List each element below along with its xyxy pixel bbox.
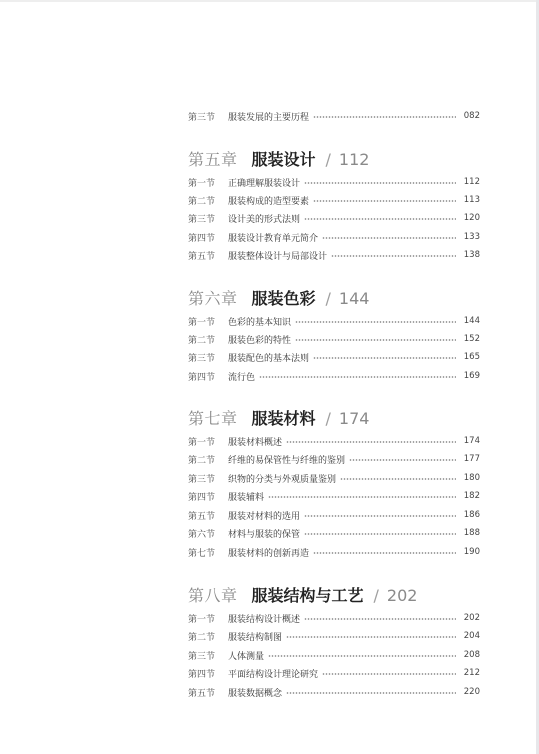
- dot-leader: [286, 636, 456, 638]
- dot-leader: [268, 655, 456, 657]
- section-number: 第二节: [188, 632, 216, 643]
- chapter-heading[interactable]: [188, 286, 369, 308]
- page-number: 152: [463, 334, 480, 344]
- section-title: 服装色彩的特性: [228, 335, 292, 346]
- toc-entry[interactable]: [188, 508, 480, 522]
- toc-entry[interactable]: [188, 248, 480, 262]
- section-title: 服装设计教育单元简介: [228, 233, 319, 244]
- section-title: 服装对材料的选用: [228, 511, 301, 522]
- toc-entry[interactable]: [188, 666, 480, 680]
- section-title: 设计美的形式法则: [228, 214, 301, 225]
- section-title: 正确理解服装设计: [228, 178, 301, 189]
- page-number: 174: [463, 436, 480, 446]
- section-number: 第二节: [188, 196, 216, 207]
- section-title: 服装整体设计与局部设计: [228, 251, 328, 262]
- page-number: 112: [463, 177, 480, 187]
- section-number: 第三节: [188, 353, 216, 364]
- page-number: 082: [463, 111, 480, 121]
- chapter-page: 174: [338, 409, 370, 428]
- section-title: 服装数据概念: [228, 688, 283, 699]
- toc-entry[interactable]: [188, 526, 480, 540]
- toc-entry[interactable]: [188, 434, 480, 448]
- dot-leader: [295, 321, 456, 323]
- section-number: 第五节: [188, 511, 216, 522]
- chapter-separator: /: [325, 289, 331, 308]
- section-number: 第四节: [188, 372, 216, 383]
- page-number: 113: [463, 195, 480, 205]
- chapter-separator: /: [325, 150, 331, 169]
- chapter-page: 144: [338, 289, 370, 308]
- chapter-number: 第八章: [188, 586, 238, 605]
- page-number: 133: [463, 232, 480, 242]
- chapter-separator: /: [325, 409, 331, 428]
- page-number: 186: [463, 510, 480, 520]
- toc-entry[interactable]: [188, 648, 480, 662]
- dot-leader: [304, 182, 456, 184]
- page-number: 169: [463, 371, 480, 381]
- page-number: 138: [463, 250, 480, 260]
- page-number: 202: [463, 613, 480, 623]
- chapter-heading[interactable]: [188, 147, 369, 169]
- section-title: 人体测量: [228, 651, 265, 662]
- toc-entry[interactable]: [188, 175, 480, 189]
- page-number: 188: [463, 528, 480, 538]
- page-number: 182: [463, 491, 480, 501]
- dot-leader: [322, 237, 456, 239]
- dot-leader: [304, 618, 456, 620]
- toc-entry[interactable]: [188, 545, 480, 559]
- section-number: 第三节: [188, 474, 216, 485]
- page-number: 190: [463, 547, 480, 557]
- section-title: 纤维的易保管性与纤维的鉴别: [228, 455, 346, 466]
- chapter-separator: /: [373, 586, 379, 605]
- dot-leader: [331, 255, 456, 257]
- chapter-number: 第六章: [188, 289, 238, 308]
- section-number: 第六节: [188, 529, 216, 540]
- dot-leader: [304, 218, 456, 220]
- toc-entry[interactable]: [188, 193, 480, 207]
- section-title: 平面结构设计理论研究: [228, 669, 319, 680]
- section-title: 材料与服装的保管: [228, 529, 301, 540]
- chapter-page: 112: [338, 150, 370, 169]
- toc-entry[interactable]: [188, 350, 480, 364]
- section-number: 第一节: [188, 317, 216, 328]
- section-title: 服装材料的创新再造: [228, 548, 310, 559]
- section-number: 第四节: [188, 492, 216, 503]
- dot-leader: [313, 552, 456, 554]
- section-number: 第三节: [188, 214, 216, 225]
- section-number: 第七节: [188, 548, 216, 559]
- page-top-edge: [0, 0, 539, 2]
- chapter-title: 服装材料: [251, 409, 316, 428]
- toc-entry[interactable]: [188, 369, 480, 383]
- toc-entry[interactable]: [188, 230, 480, 244]
- chapter-heading[interactable]: [188, 406, 369, 428]
- section-number: 第四节: [188, 669, 216, 680]
- section-number: 第二节: [188, 455, 216, 466]
- section-title: 服装辅料: [228, 492, 265, 503]
- dot-leader: [313, 357, 456, 359]
- toc-entry[interactable]: [188, 332, 480, 346]
- section-number: 第三节: [188, 112, 216, 123]
- dot-leader: [268, 496, 456, 498]
- toc-entry[interactable]: [188, 314, 480, 328]
- page-number: 220: [463, 687, 480, 697]
- toc-entry[interactable]: [188, 109, 480, 123]
- dot-leader: [349, 459, 456, 461]
- page-number: 180: [463, 473, 480, 483]
- chapter-heading[interactable]: [188, 583, 417, 605]
- toc-entry[interactable]: [188, 211, 480, 225]
- section-number: 第三节: [188, 651, 216, 662]
- dot-leader: [259, 376, 456, 378]
- page-number: 212: [463, 668, 480, 678]
- chapter-title: 服装色彩: [251, 289, 316, 308]
- section-number: 第五节: [188, 688, 216, 699]
- dot-leader: [295, 339, 456, 341]
- section-title: 服装发展的主要历程: [228, 112, 310, 123]
- section-title: 服装构成的造型要素: [228, 196, 310, 207]
- section-title: 服装配色的基本法则: [228, 353, 310, 364]
- page-number: 204: [463, 631, 480, 641]
- section-title: 色彩的基本知识: [228, 317, 292, 328]
- section-number: 第五节: [188, 251, 216, 262]
- toc-entry[interactable]: [188, 629, 480, 643]
- section-number: 第四节: [188, 233, 216, 244]
- section-title: 织物的分类与外观质量鉴别: [228, 474, 337, 485]
- toc-entry[interactable]: [188, 489, 480, 503]
- dot-leader: [322, 673, 456, 675]
- section-number: 第一节: [188, 437, 216, 448]
- section-title: 服装结构设计概述: [228, 614, 301, 625]
- chapter-title: 服装结构与工艺: [251, 586, 364, 605]
- section-title: 流行色: [228, 372, 256, 383]
- dot-leader: [286, 441, 456, 443]
- section-number: 第一节: [188, 178, 216, 189]
- page-number: 208: [463, 650, 480, 660]
- section-title: 服装结构制图: [228, 632, 283, 643]
- dot-leader: [286, 692, 456, 694]
- toc-entry[interactable]: [188, 685, 480, 699]
- dot-leader: [304, 515, 456, 517]
- dot-leader: [313, 116, 456, 118]
- section-title: 服装材料概述: [228, 437, 283, 448]
- dot-leader: [340, 478, 456, 480]
- section-number: 第一节: [188, 614, 216, 625]
- chapter-number: 第七章: [188, 409, 238, 428]
- chapter-title: 服装设计: [251, 150, 316, 169]
- chapter-page: 202: [386, 586, 418, 605]
- page-number: 120: [463, 213, 480, 223]
- chapter-number: 第五章: [188, 150, 238, 169]
- dot-leader: [313, 200, 456, 202]
- page-number: 144: [463, 316, 480, 326]
- page-number: 165: [463, 352, 480, 362]
- toc-entry[interactable]: [188, 452, 480, 466]
- section-number: 第二节: [188, 335, 216, 346]
- toc-entry[interactable]: [188, 471, 480, 485]
- toc-entry[interactable]: [188, 611, 480, 625]
- page-number: 177: [463, 454, 480, 464]
- dot-leader: [304, 533, 456, 535]
